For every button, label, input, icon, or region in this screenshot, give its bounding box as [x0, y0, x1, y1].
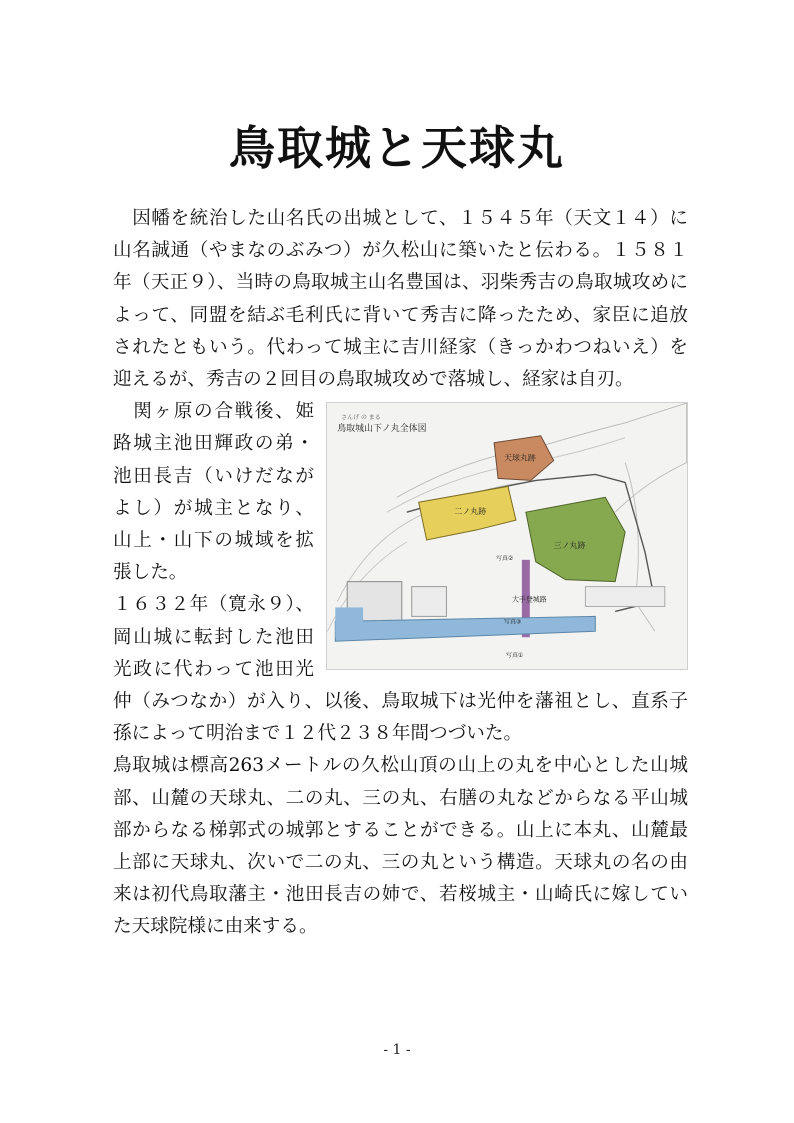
- photo3-label: 写真③: [504, 618, 522, 626]
- photo1-label: 写真①: [506, 652, 524, 660]
- page-title: 鳥取城と天球丸: [229, 121, 565, 175]
- paragraph-2-text: 関ヶ原の合戦後、姫路城主池田輝政の弟・池田長吉（いけだながよし）が城主となり、山上・山下の城域を拡張した。: [113, 401, 314, 584]
- ninomaru-label: 二ノ丸跡: [454, 507, 487, 517]
- paragraph-4: 鳥取城は標高263メートルの久松山頂の山上の丸を中心とした山城部、山麓の天球丸、二の丸、三の丸、右膳の丸などからなる平山城部からなる梯郭式の城郭とすることができる。山上に本丸、山麓最上部に天球丸、次いで二の丸、三の丸という構造。天球丸の名の由来は初代鳥取藩主・池田長吉の姉で、若桜城主・山崎氏に嫁していた天球院様に由来する。: [113, 755, 688, 938]
- map-title-ruby: さんげ の まる: [341, 414, 381, 422]
- page-number: - 1 -: [383, 1042, 411, 1058]
- moat-corner: [335, 608, 363, 638]
- article-body: [113, 203, 688, 944]
- lower-building: [585, 587, 664, 607]
- map-title: 鳥取城山下ノ丸全体図: [337, 424, 427, 435]
- castle-map-svg: [327, 403, 687, 669]
- paragraph-3: １６３２年（寛永９）、岡山城に転封した池田光政に代わって池田光仲（みつなか）が入り、以後、鳥取城下は光仲を藩祖とし、直系子孫によって明治まで１２代２３８年間つづいた。: [113, 594, 688, 745]
- otemichi-label: 大手登城路: [511, 595, 547, 604]
- tenkyumaru-label: 天球丸跡: [504, 453, 536, 463]
- photo2-label: 写真②: [496, 555, 514, 563]
- paragraph-1-head: [113, 203, 688, 396]
- paragraph-1-text: 因幡を統治した山名氏の出城として、１５４５年（天文１４）に山名誠通（やまなのぶみつ）が久松山に築いたと伝わる。１５８１年（天正９）、当時の鳥取城主山名豊国は、羽柴秀吉の鳥取城攻めによって、同盟を結ぶ毛利氏に背いて秀吉に降ったため、家臣に追放されたともいう。代わって城主に吉川経家（きっかわつねいえ）を迎えるが、秀吉の２回目の鳥取城攻めで落城し、経家は自刃。: [113, 208, 688, 391]
- castle-map-figure: [326, 402, 688, 670]
- lower-building: [412, 587, 447, 617]
- sannomaru-label: 三ノ丸跡: [553, 541, 586, 551]
